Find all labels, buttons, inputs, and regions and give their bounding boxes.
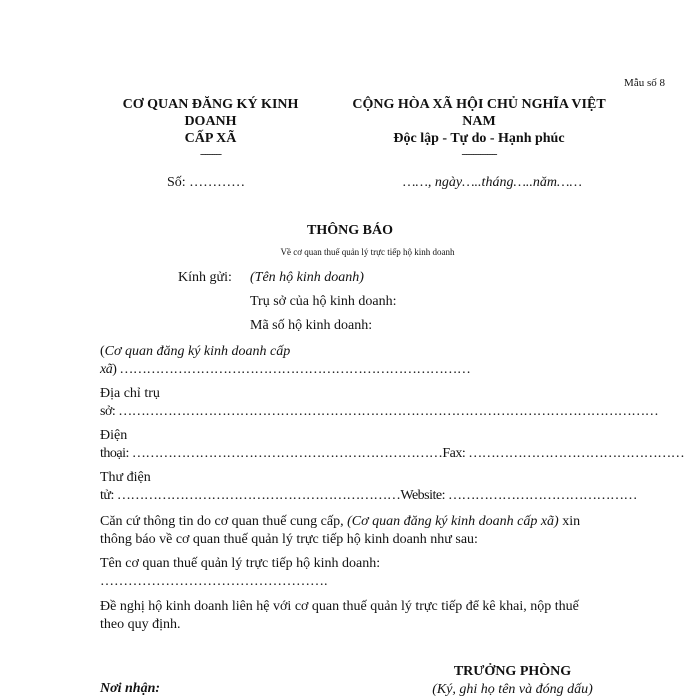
issuer-line-1: CƠ QUAN ĐĂNG KÝ KINH <box>122 97 299 112</box>
signer-title: TRƯỞNG PHÒNG <box>453 664 572 679</box>
request-line-2: theo quy định. <box>100 617 181 632</box>
email-website-field: tử: ………………………………………………………Website: …………………………………… <box>100 488 638 503</box>
recipient-label: Kính gửi: <box>178 270 232 285</box>
issuer-underline: --------- <box>200 149 221 160</box>
document-title: THÔNG BÁO <box>307 223 393 238</box>
address-label: Địa chỉ trụ <box>100 386 160 401</box>
tax-agency-label: Tên cơ quan thuế quản lý trực tiếp hộ kinh doanh: <box>100 556 381 571</box>
phone-label: Điện <box>100 428 128 443</box>
issuer-line-2: DOANH <box>184 114 237 129</box>
signature-note: (Ký, ghi họ tên và đóng dấu) <box>432 682 593 697</box>
basis-paragraph-line-1: Căn cứ thông tin do cơ quan thuế cung cấp, (Cơ quan đăng ký kinh doanh cấp xã) xin <box>100 514 581 529</box>
tax-agency-field: …………………………………………. <box>100 574 328 589</box>
motto: Độc lập - Tự do - Hạnh phúc <box>393 131 565 146</box>
phone-fax-field: thoại: ……………………………………………………………Fax: ………………………………………… <box>100 446 685 461</box>
recipient-tax-code: Mã số hộ kinh doanh: <box>250 318 373 333</box>
email-label: Thư điện <box>100 470 151 485</box>
recipient-office: Trụ sở của hộ kinh doanh: <box>250 294 397 309</box>
motto-underline: --------------- <box>461 149 497 160</box>
nation-line-1: CỘNG HÒA XÃ HỘI CHỦ NGHĨA VIỆT <box>352 97 606 112</box>
request-line-1: Đề nghị hộ kinh doanh liên hệ với cơ quan thuế quản lý trực tiếp để kê khai, nộp thuế <box>100 599 579 614</box>
address-field: sở: ………………………………………………………………………………………………………… <box>100 404 659 419</box>
nation-line-2: NAM <box>462 114 496 129</box>
agency-line-2: xã) …………………………………………………………………… <box>100 362 471 377</box>
issuer-line-3: CẤP XÃ <box>184 131 237 146</box>
document-number: Số: ………… <box>167 175 246 190</box>
agency-line-1: (Cơ quan đăng ký kinh doanh cấp <box>100 344 291 359</box>
basis-paragraph-line-2: thông báo về cơ quan thuế quản lý trực tiếp hộ kinh doanh như sau: <box>100 532 478 547</box>
recipient-name: (Tên hộ kinh doanh) <box>250 270 364 285</box>
document-subtitle: Về cơ quan thuế quản lý trực tiếp hộ kinh doanh <box>280 247 455 257</box>
recipients-label: Nơi nhận: <box>100 681 161 696</box>
form-code: Mẫu số 8 <box>624 77 665 89</box>
date-line: ……, ngày…..tháng…..năm…… <box>403 175 582 190</box>
